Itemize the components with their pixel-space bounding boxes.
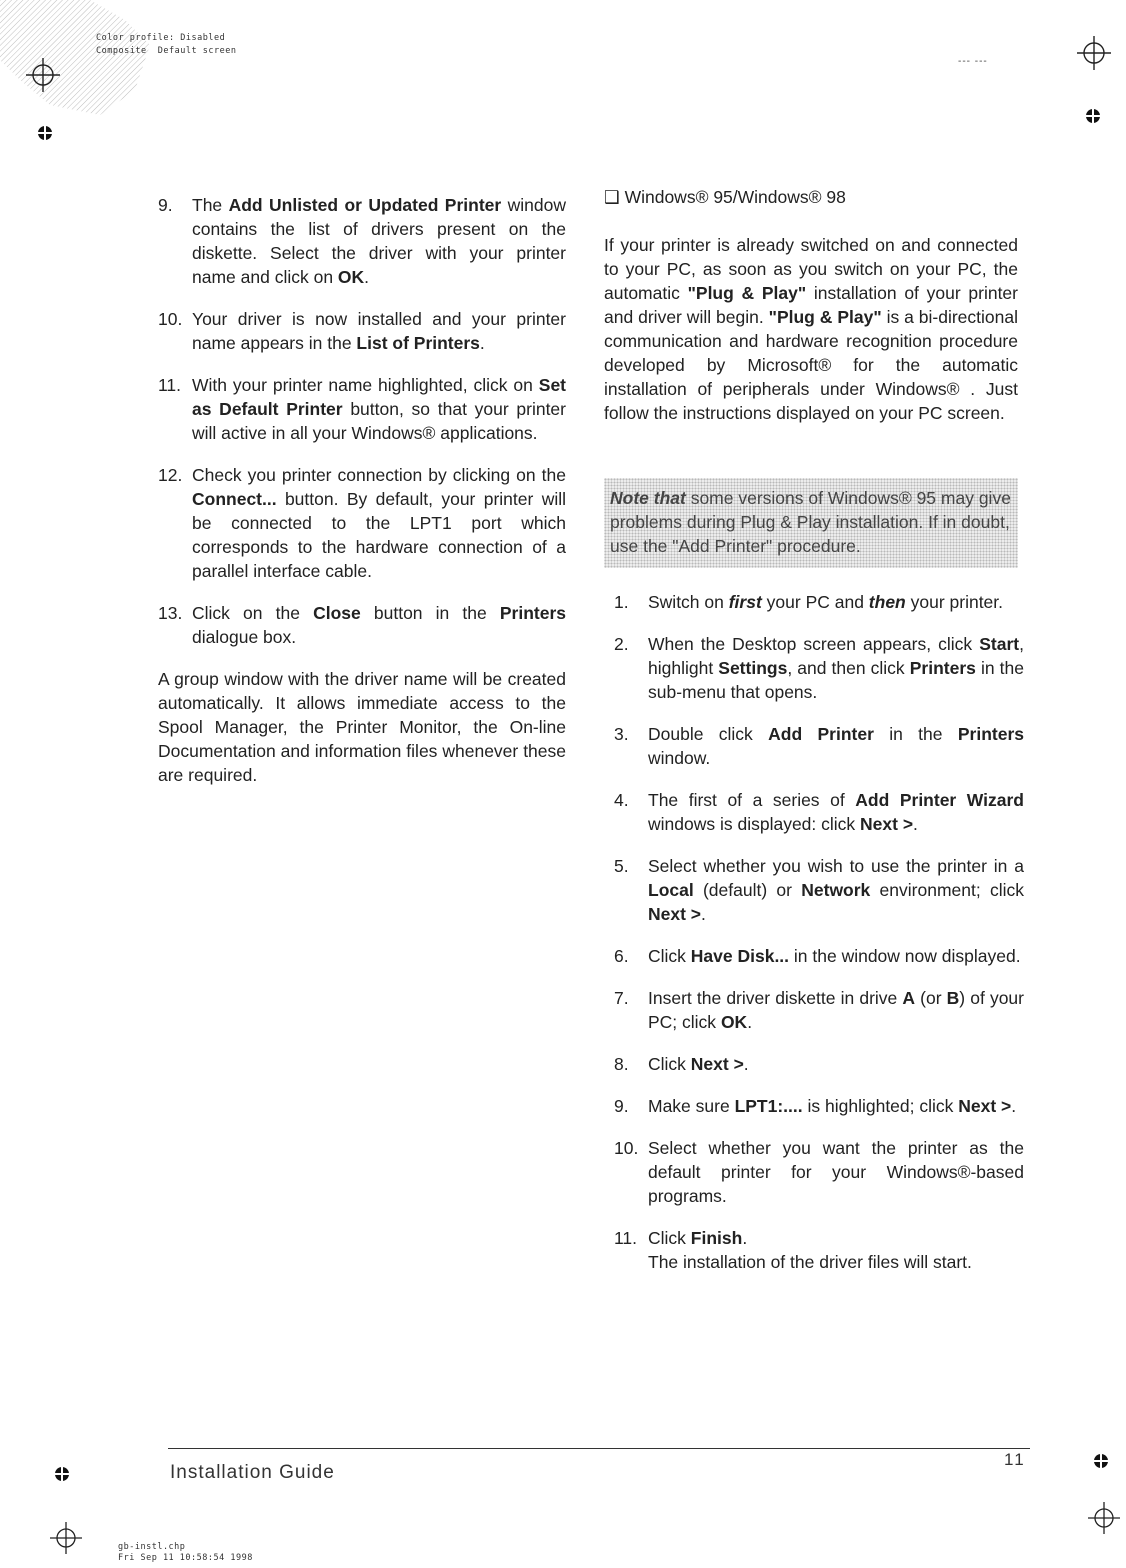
footer-title: Installation Guide — [170, 1462, 335, 1483]
button-name: OK — [337, 267, 365, 287]
item-number: 11. — [614, 1228, 638, 1248]
list-item: 10. Your driver is now installed and your printer name appears in the List of Printers. — [158, 309, 566, 353]
list-item: 9. The Add Unlisted or Updated Printer window contains the list of drivers present on the diskette. Select the driver with your printer name and click on OK. — [158, 195, 566, 287]
item-number: 5. — [614, 856, 629, 876]
crosshair-icon — [1088, 1502, 1120, 1534]
note-lead: Note that — [610, 488, 686, 508]
list-item: 4. The first of a series of Add Printer Wizard windows is displayed: click Next >. — [614, 790, 1024, 834]
dialog-name: Printers — [499, 603, 566, 623]
section-heading-text: Windows® 95/Windows® 98 — [624, 187, 846, 207]
footer-rule — [168, 1448, 1030, 1449]
item-number: 6. — [614, 946, 629, 966]
section-heading — [604, 185, 1018, 209]
button-name: Set as Default Printer — [192, 375, 566, 419]
composite-label: Composite Default screen — [96, 46, 237, 56]
crosshair-icon — [26, 58, 60, 92]
list-item: 11. Click Finish. The installation of the driver files will start. — [614, 1228, 972, 1272]
list-name: List of Printers — [356, 333, 480, 353]
list-item: 9. Make sure LPT1:.... is highlighted; click Next >. — [614, 1096, 1017, 1116]
print-timestamp-label: Fri Sep 11 10:58:54 1998 — [118, 1553, 253, 1563]
item-number: 9. — [158, 195, 173, 215]
color-profile-label: Color profile: Disabled — [96, 33, 226, 43]
crosshair-icon — [50, 1522, 82, 1554]
item-number: 7. — [614, 988, 629, 1008]
list-item: 3. Double click Add Printer in the Printers window. — [614, 724, 1024, 768]
list-item: 7. Insert the driver diskette in drive A (or B) of your PC; click OK. — [614, 988, 1024, 1032]
item-number: 13. — [158, 603, 183, 623]
right-column — [604, 185, 1018, 425]
list-item: 12. Check you printer connection by clicking on the Connect... button. By default, your printer will be connected to the LPT1 port which corresponds to the hardware connection of a parallel interface cable. — [158, 465, 566, 581]
list-item: 6. Click Have Disk... in the window now displayed. — [614, 946, 1021, 966]
list-item: 5. Select whether you wish to use the printer in a Local (default) or Network environment; click Next >. — [614, 856, 1024, 924]
steps-list — [614, 590, 1024, 1292]
dialog-name: Add Unlisted or Updated Printer — [228, 195, 502, 215]
page-number: 11 — [1004, 1450, 1026, 1469]
item-number: 3. — [614, 724, 629, 744]
list-item: 2. When the Desktop screen appears, click Start, highlight Settings, and then click Printers in the sub-menu that opens. — [614, 634, 1024, 702]
item-number: 11. — [158, 375, 182, 395]
group-window-paragraph: A group window with the driver name will be created automatically. It allows immediate access to the Spool Manager, the Printer Monitor, the On-line Documentation and information files whenever these are required. — [158, 669, 566, 785]
button-name: Connect... — [192, 489, 277, 509]
note-box — [604, 478, 1018, 568]
item-number: 2. — [614, 634, 629, 654]
left-column — [158, 193, 566, 787]
item-number: 9. — [614, 1096, 629, 1116]
button-name: Close — [313, 603, 361, 623]
item-number: 12. — [158, 465, 183, 485]
note-text: some versions of Windows® 95 may give problems during Plug & Play installation. If in doubt, use the "Add Printer" procedure. — [610, 488, 1011, 556]
item-number: 8. — [614, 1054, 629, 1074]
plug-and-play-paragraph: If your printer is already switched on and connected to your PC, as soon as you switch on your PC, the automatic "Plug & Play" installation of your printer and driver will begin. "Plug & Play" is a bi-directional communication and hardware recognition procedure developed by Microsoft® for the automatic installation of peripherals under Windows® . Just follow the instructions displayed on your PC screen. — [604, 235, 1018, 423]
registration-dot-icon — [1092, 1452, 1110, 1470]
list-item: 8. Click Next >. — [614, 1054, 749, 1074]
scan-dash-mark: --- --- — [958, 56, 988, 67]
registration-dot-icon — [1084, 107, 1102, 125]
registration-dot-icon — [53, 1465, 71, 1483]
item-number: 1. — [614, 592, 629, 612]
item-number: 10. — [158, 309, 183, 329]
registration-dot-icon — [36, 124, 54, 142]
crosshair-icon — [1077, 36, 1111, 70]
item-number: 4. — [614, 790, 629, 810]
checkbox-icon: ❑ — [604, 187, 620, 207]
list-item: 11. With your printer name highlighted, click on Set as Default Printer button, so that your printer will active in all your Windows® applications. — [158, 375, 566, 443]
file-name-label: gb-instl.chp — [118, 1542, 186, 1552]
item-number: 10. — [614, 1138, 639, 1158]
list-item: 1. Switch on first your PC and then your printer. — [614, 592, 1004, 612]
list-item: 13. Click on the Close button in the Printers dialogue box. — [158, 603, 566, 647]
list-item: 10. Select whether you want the printer as the default printer for your Windows®-based programs. — [614, 1138, 1024, 1206]
